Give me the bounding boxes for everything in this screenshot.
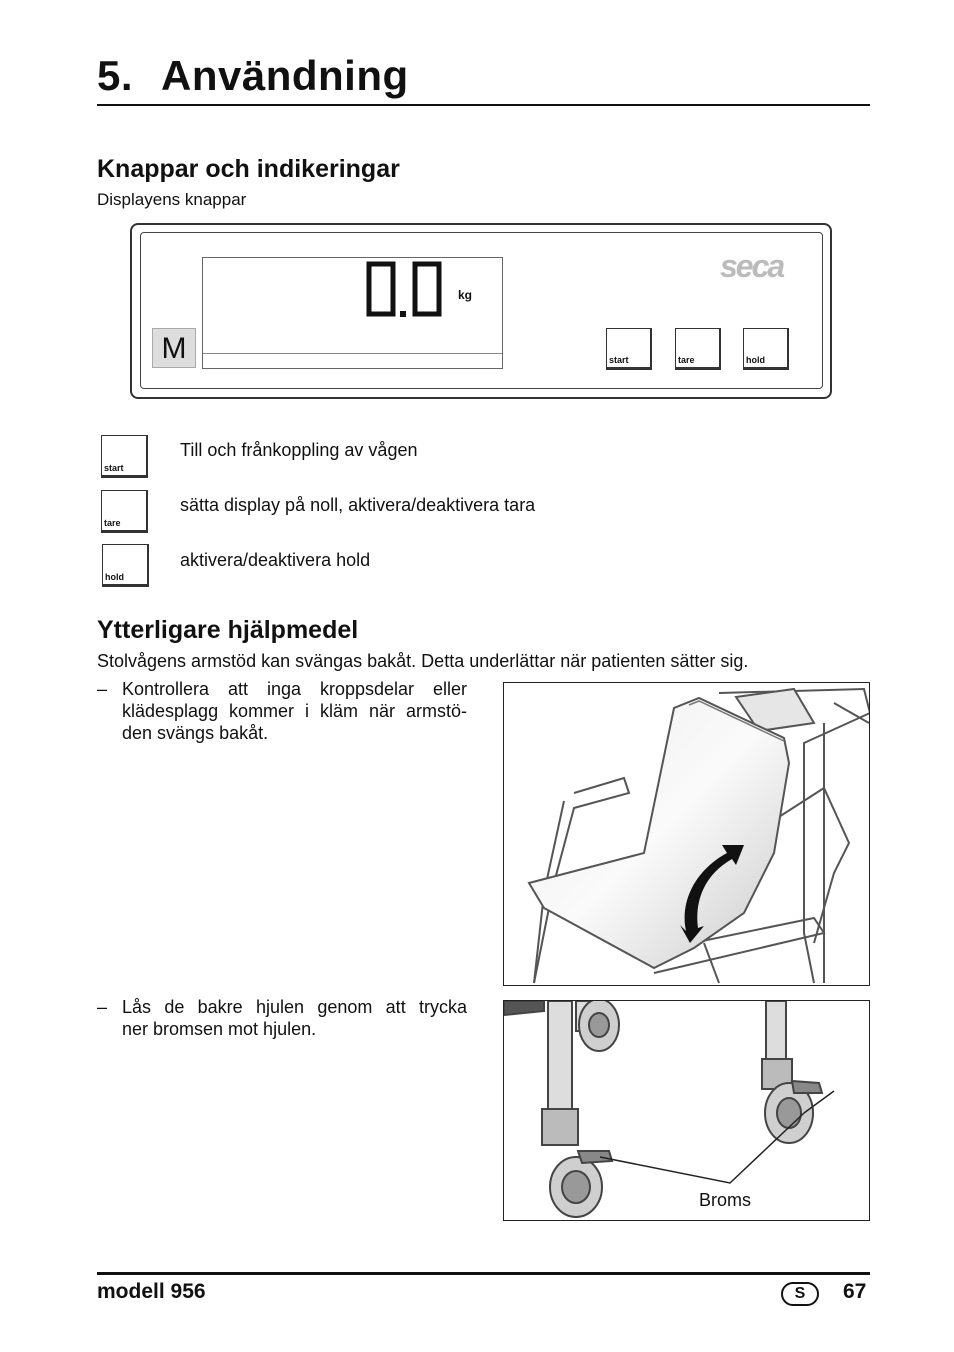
legend-key-tare-label: tare	[104, 518, 121, 528]
legend-tare-text: sätta display på noll, aktivera/deaktivera tara	[180, 495, 536, 515]
panel-key-hold-label: hold	[746, 355, 765, 365]
bullet-marker-1: –	[97, 679, 108, 699]
chair-illustration	[504, 683, 870, 986]
page-number: 67	[843, 1280, 867, 1303]
chapter-number: 5.	[97, 52, 134, 99]
section-heading-buttons: Knappar och indikeringar	[97, 155, 400, 183]
legend-key-start-label: start	[104, 463, 124, 473]
panel-key-tare-label: tare	[678, 355, 695, 365]
bullet1-line3: den svängs bakåt.	[122, 723, 269, 743]
lcd-divider	[203, 353, 502, 354]
page-title	[97, 52, 409, 100]
panel-key-tare	[675, 328, 721, 370]
title-rule	[97, 104, 870, 106]
lcd-unit: kg	[458, 288, 473, 302]
section-intro: Stolvågens armstöd kan svängas bakåt. Detta underlättar när patienten sätter sig.	[97, 651, 749, 671]
figure-chair-armrest	[503, 682, 870, 986]
panel-key-start	[606, 328, 652, 370]
legend-key-hold-label: hold	[105, 572, 124, 582]
language-badge: S	[781, 1282, 819, 1306]
legend-start-text: Till och frånkoppling av vågen	[180, 440, 418, 460]
panel-key-hold	[743, 328, 789, 370]
bullet1-line1: Kontrollera att inga kroppsdelar eller	[122, 679, 467, 699]
chapter-title: Användning	[161, 52, 409, 99]
figure-wheels-brakes	[503, 1000, 870, 1221]
section-subheading: Displayens knappar	[97, 190, 247, 209]
brand-logo: seca	[720, 248, 784, 284]
bullet1-line2: klädesplagg kommer i kläm när armstö-	[122, 701, 467, 721]
panel-key-start-label: start	[609, 355, 629, 365]
wheels-illustration	[504, 1001, 870, 1221]
lcd-reading	[362, 258, 452, 322]
legend-key-hold	[102, 544, 149, 587]
legend-key-start	[101, 435, 148, 478]
section-heading-aids: Ytterligare hjälpmedel	[97, 616, 359, 644]
footer-model: modell 956	[97, 1280, 206, 1303]
brake-label: Broms	[699, 1190, 752, 1210]
m-button: M	[152, 328, 196, 368]
bullet2-line2: ner bromsen mot hjulen.	[122, 1019, 317, 1039]
bullet-marker-2: –	[97, 997, 108, 1017]
legend-hold-text: aktivera/deaktivera hold	[180, 550, 371, 570]
bullet2-line1: Lås de bakre hjulen genom att trycka	[122, 997, 467, 1017]
footer-rule	[97, 1272, 870, 1275]
legend-key-tare	[101, 490, 148, 533]
